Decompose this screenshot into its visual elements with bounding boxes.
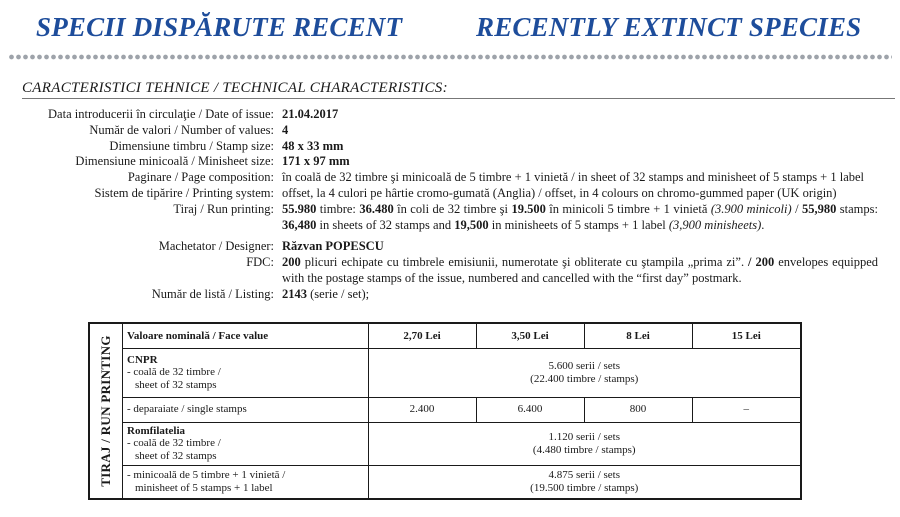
run-text: in sheets of 32 stamps and [316,217,455,232]
table-row-cnpr [123,348,800,397]
row-label-cell [123,422,368,465]
run-text: . [761,217,765,232]
row-title: CNPR [127,353,158,366]
row-value-sets: 1.120 serii / sets [548,431,620,443]
spec-value: offset, la 4 culori pe hârtie cromo-gumată (Anglia) / offset, in 4 colours on chromo-gummed paper (UK origin) [282,185,837,200]
table-row-singles [123,397,800,422]
run-text: stamps: [836,201,878,216]
fdc-count-ro: 200 [282,255,301,270]
spec-value [282,202,878,234]
run-minisheets-en: 19,500 [454,217,489,232]
spec-value: 4 [282,122,289,137]
spec-date [0,107,900,123]
row-line: sheet of 32 stamps [135,449,217,462]
spec-label: Paginare / Page composition: [127,170,274,185]
spec-value: 21.04.2017 [282,107,339,121]
row-value-cell [368,348,800,397]
row-line: - coală de 32 timbre / [127,366,221,379]
run-text: timbre: [316,201,360,216]
spec-label: Machetator / Designer: [158,239,274,254]
page-title-en: RECENTLY EXTINCT SPECIES [476,12,862,42]
table-row-romfilatelia [123,422,800,465]
run-text: in minisheets of 5 stamps + 1 label [488,217,669,232]
vertical-label-cell [90,324,123,498]
singles-value-cell: 6.400 [476,397,584,422]
singles-value-cell: 2.400 [368,397,476,422]
spec-printing-system [0,186,900,202]
run-text: / [791,201,799,216]
row-label-cell [123,348,368,397]
row-value-cell [368,422,800,465]
row-line: - coală de 32 timbre / [127,437,221,450]
section-underline [22,98,895,99]
spec-values [0,123,900,139]
spec-value: 48 x 33 mm [282,138,344,153]
run-sheets-ro: 36.480 [359,201,394,216]
spec-fdc [0,255,900,287]
table-header-row [123,324,800,348]
row-line: - minicoală de 5 timbre + 1 vinietă / [127,469,286,482]
row-label-cell: - deparaiate / single stamps [123,397,368,422]
header-cell-value: 15 Lei [692,324,800,348]
spec-label: Număr de valori / Number of values: [89,122,274,137]
run-printing-table-frame [88,322,802,500]
singles-value-cell: – [692,397,800,422]
spec-stamp-size [0,139,900,155]
run-minisheets-ro: 19.500 [511,201,546,216]
row-value-stamps: (22.400 timbre / stamps) [530,372,639,385]
spec-label: Tiraj / Run printing: [173,201,274,216]
header-cell-face-value: Valoare nominală / Face value [123,324,368,348]
spec-label: Data introducerii în circulaţie / Date of issue: [48,107,274,121]
row-value-stamps: (4.480 timbre / stamps) [532,443,636,456]
fdc-text: plicuri echipate cu timbrele emisiunii, numerotate şi obliterate cu ştampila „prima zi”. [300,255,749,270]
run-note-ro: (3.900 minicoli) [710,201,792,216]
spec-run-printing [0,202,900,234]
singles-value-cell: 800 [584,397,692,422]
run-total-ro: 55.980 [282,201,317,216]
row-line: sheet of 32 stamps [135,378,217,391]
spec-value: Răzvan POPESCU [282,239,384,254]
page-title-ro: SPECII DISPĂRUTE RECENT [36,12,403,42]
spec-value [282,287,878,303]
row-value-sets: 4.875 serii / sets [548,469,620,482]
run-text: în coli de 32 timbre şi [393,201,512,216]
spec-label: FDC: [246,255,274,270]
fdc-text: envelopes equipped with the postage stamps of the issue, numbered and cancelled with the “first day” postmark. [282,255,878,285]
spec-minisheet-size [0,154,900,170]
section-title: CARACTERISTICI TEHNICE / TECHNICAL CHARACTERISTICS: [22,80,448,96]
run-total-en: 55,980 [802,201,837,216]
spec-page-composition [0,170,900,186]
spec-listing [0,287,900,303]
listing-text: (serie / set); [307,286,370,301]
specs-list [0,107,900,303]
row-line: minisheet of 5 stamps + 1 label [135,481,273,494]
run-printing-table [123,324,800,498]
row-value-stamps: (19.500 timbre / stamps) [530,481,639,494]
spec-value: 171 x 97 mm [282,154,350,169]
spec-label: Dimensiune timbru / Stamp size: [109,138,274,153]
header-cell-value: 8 Lei [584,324,692,348]
spec-value [282,255,878,287]
row-value-sets: 5.600 serii / sets [548,360,620,372]
header-cell-value: 3,50 Lei [476,324,584,348]
listing-number: 2143 [282,286,307,301]
vertical-label: TIRAJ / RUN PRINTING [98,335,113,487]
row-value-cell [368,465,800,498]
spec-value: în coală de 32 timbre şi minicoală de 5 timbre + 1 vinietă / in sheet of 32 stamps and minisheet of 5 stamps + 1 label [282,170,865,185]
spec-label: Număr de listă / Listing: [151,286,274,301]
dotted-divider [8,53,892,61]
spec-label: Sistem de tipărire / Printing system: [94,185,274,200]
row-title: Romfilatelia [127,424,186,437]
run-sheets-en: 36,480 [282,217,317,232]
spec-designer [0,239,900,255]
run-note-en: (3,900 minisheets) [668,217,762,232]
header-cell-value: 2,70 Lei [368,324,476,348]
row-label-cell [123,465,368,498]
table-row-minisheet [123,465,800,498]
spec-label: Dimensiune minicoală / Minisheet size: [75,154,274,169]
run-text: în minicoli 5 timbre + 1 vinietă [545,201,711,216]
fdc-count-en: / 200 [748,255,775,270]
